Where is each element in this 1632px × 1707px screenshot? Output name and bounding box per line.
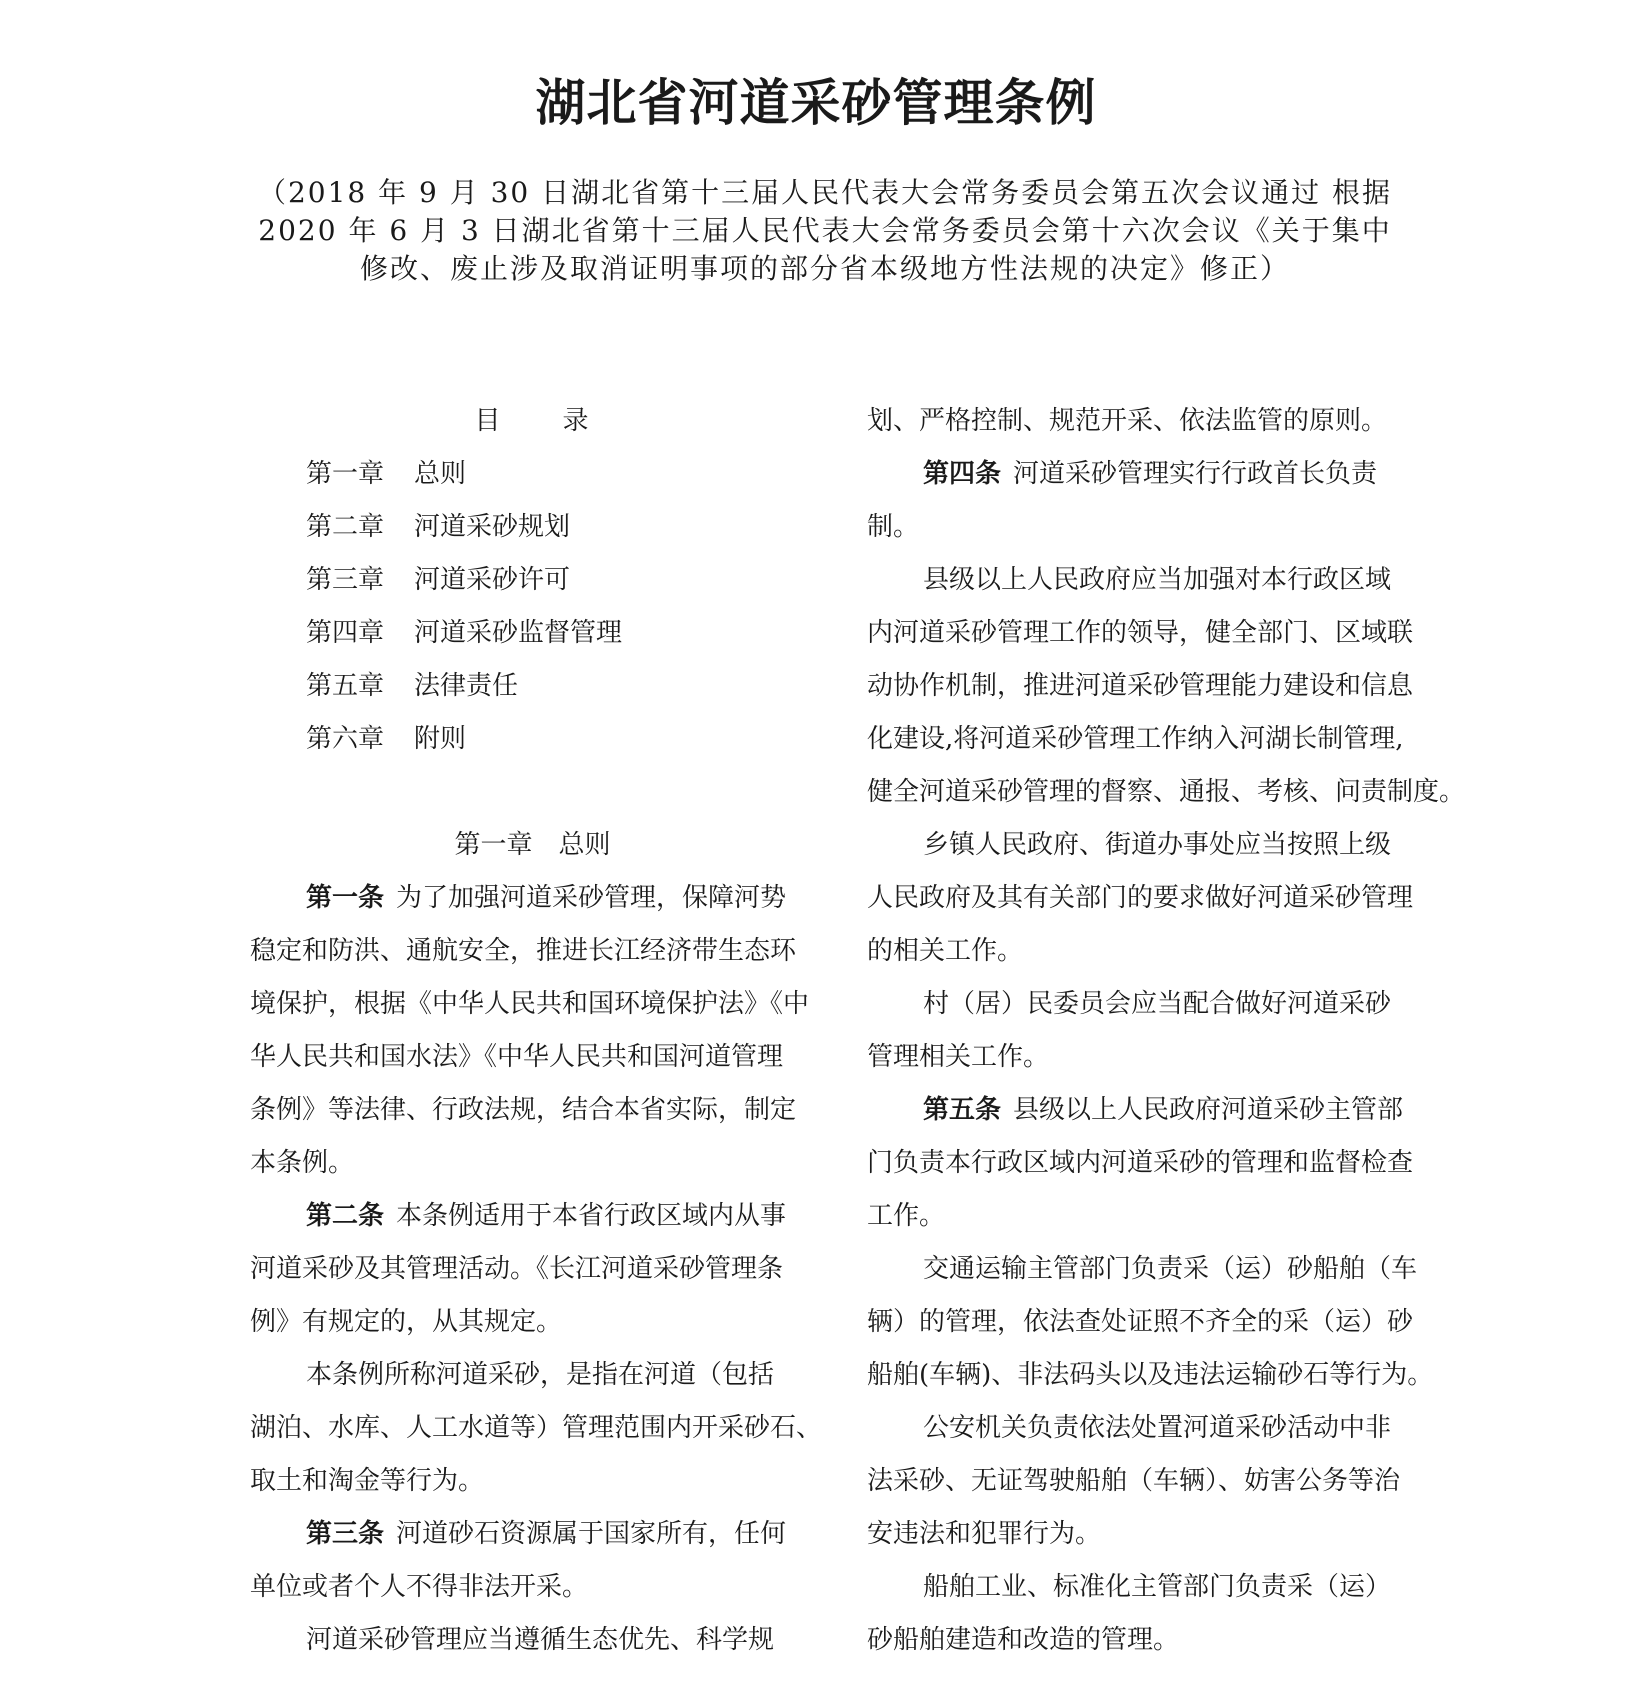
article-label: 第二条 (306, 1201, 385, 1231)
right-column (867, 395, 1466, 1667)
article-line: 第三条 河道砂石资源属于国家所有，任何 (306, 1519, 787, 1549)
article-line: 村（居）民委员会应当配合做好河道采砂 (923, 989, 1392, 1019)
article-line: 内河道采砂管理工作的领导，健全部门、区域联 (867, 618, 1414, 648)
article-line: 船舶工业、标准化主管部门负责采（运） (923, 1572, 1392, 1602)
article-line: 健全河道采砂管理的督察、通报、考核、问责制度。 (867, 777, 1466, 807)
toc-item: 第二章 河道采砂规划 (306, 512, 571, 542)
article-line: 工作。 (867, 1201, 946, 1231)
left-column (250, 395, 823, 1667)
article-line: 化建设,将河道采砂管理工作纳入河湖长制管理, (867, 724, 1404, 754)
article-line: 例》有规定的，从其规定。 (250, 1307, 563, 1337)
article-line: 第五条 县级以上人民政府河道采砂主管部 (923, 1095, 1404, 1125)
toc-item: 第三章 河道采砂许可 (306, 565, 571, 595)
article-line: 辆）的管理，依法查处证照不齐全的采（运）砂 (867, 1307, 1414, 1337)
article-line: 动协作机制，推进河道采砂管理能力建设和信息 (867, 671, 1414, 701)
article-line: 的相关工作。 (867, 936, 1024, 966)
toc-heading: 目 录 (474, 406, 591, 436)
article-line: 法采砂、无证驾驶船舶（车辆）、妨害公务等治 (867, 1466, 1401, 1496)
article-line: 门负责本行政区域内河道采砂的管理和监督检查 (867, 1148, 1414, 1178)
article-line: 湖泊、水库、人工水道等）管理范围内开采砂石、 (250, 1413, 823, 1443)
article-line: 第四条 河道采砂管理实行行政首长负责 (923, 459, 1378, 489)
toc-item: 第六章 附则 (306, 724, 467, 754)
article-line: 交通运输主管部门负责采（运）砂船舶（车 (923, 1254, 1418, 1284)
article-line: 砂船舶建造和改造的管理。 (867, 1625, 1180, 1655)
article-line: 县级以上人民政府应当加强对本行政区域 (923, 565, 1392, 595)
article-line: 安违法和犯罪行为。 (867, 1519, 1102, 1549)
article-line: 第二条 本条例适用于本省行政区域内从事 (306, 1201, 787, 1231)
article-line: 第一条 为了加强河道采砂管理，保障河势 (306, 883, 787, 913)
article-label: 第一条 (306, 883, 385, 913)
article-line: 取土和淘金等行为。 (250, 1466, 485, 1496)
article-line: 划、严格控制、规范开采、依法监管的原则。 (867, 406, 1388, 436)
adoption-note-line: （2018 年 9 月 30 日湖北省第十三届人民代表大会常务委员会第五次会议通过 根据 (257, 176, 1393, 209)
article-line: 境保护，根据《中华人民共和国环境保护法》《中 (250, 989, 810, 1019)
article-label: 第三条 (306, 1519, 385, 1549)
article-line: 制。 (867, 512, 920, 542)
article-line: 本条例所称河道采砂，是指在河道（包括 (306, 1360, 775, 1390)
toc-item: 第四章 河道采砂监督管理 (306, 618, 623, 648)
article-line: 单位或者个人不得非法开采。 (250, 1572, 589, 1602)
document-title: 湖北省河道采砂管理条例 (535, 74, 1097, 132)
article-line: 稳定和防洪、通航安全，推进长江经济带生态环 (250, 936, 797, 966)
article-line: 河道采砂及其管理活动。《长江河道采砂管理条 (250, 1254, 784, 1284)
article-label: 第五条 (923, 1095, 1002, 1125)
article-line: 船舶(车辆)、非法码头以及违法运输砂石等行为。 (867, 1360, 1434, 1390)
toc-item: 第一章 总则 (306, 459, 467, 489)
article-line: 条例》等法律、行政法规，结合本省实际，制定 (250, 1095, 797, 1125)
adoption-note-line: 修改、废止涉及取消证明事项的部分省本级地方性法规的决定》修正） (359, 252, 1290, 285)
article-line: 人民政府及其有关部门的要求做好河道采砂管理 (867, 883, 1414, 913)
article-line: 管理相关工作。 (867, 1042, 1050, 1072)
article-line: 乡镇人民政府、街道办事处应当按照上级 (923, 830, 1392, 860)
article-line: 本条例。 (250, 1148, 355, 1178)
adoption-note-line: 2020 年 6 月 3 日湖北省第十三届人民代表大会常务委员会第十六次会议《关于集中 (258, 214, 1392, 247)
toc-item: 第五章 法律责任 (306, 671, 519, 701)
chapter-heading: 第一章 总则 (454, 830, 611, 860)
article-line: 公安机关负责依法处置河道采砂活动中非 (923, 1413, 1392, 1443)
article-line: 河道采砂管理应当遵循生态优先、科学规 (306, 1625, 775, 1655)
article-label: 第四条 (923, 459, 1002, 489)
article-line: 华人民共和国水法》《中华人民共和国河道管理 (250, 1042, 784, 1072)
adoption-note (240, 174, 1410, 288)
